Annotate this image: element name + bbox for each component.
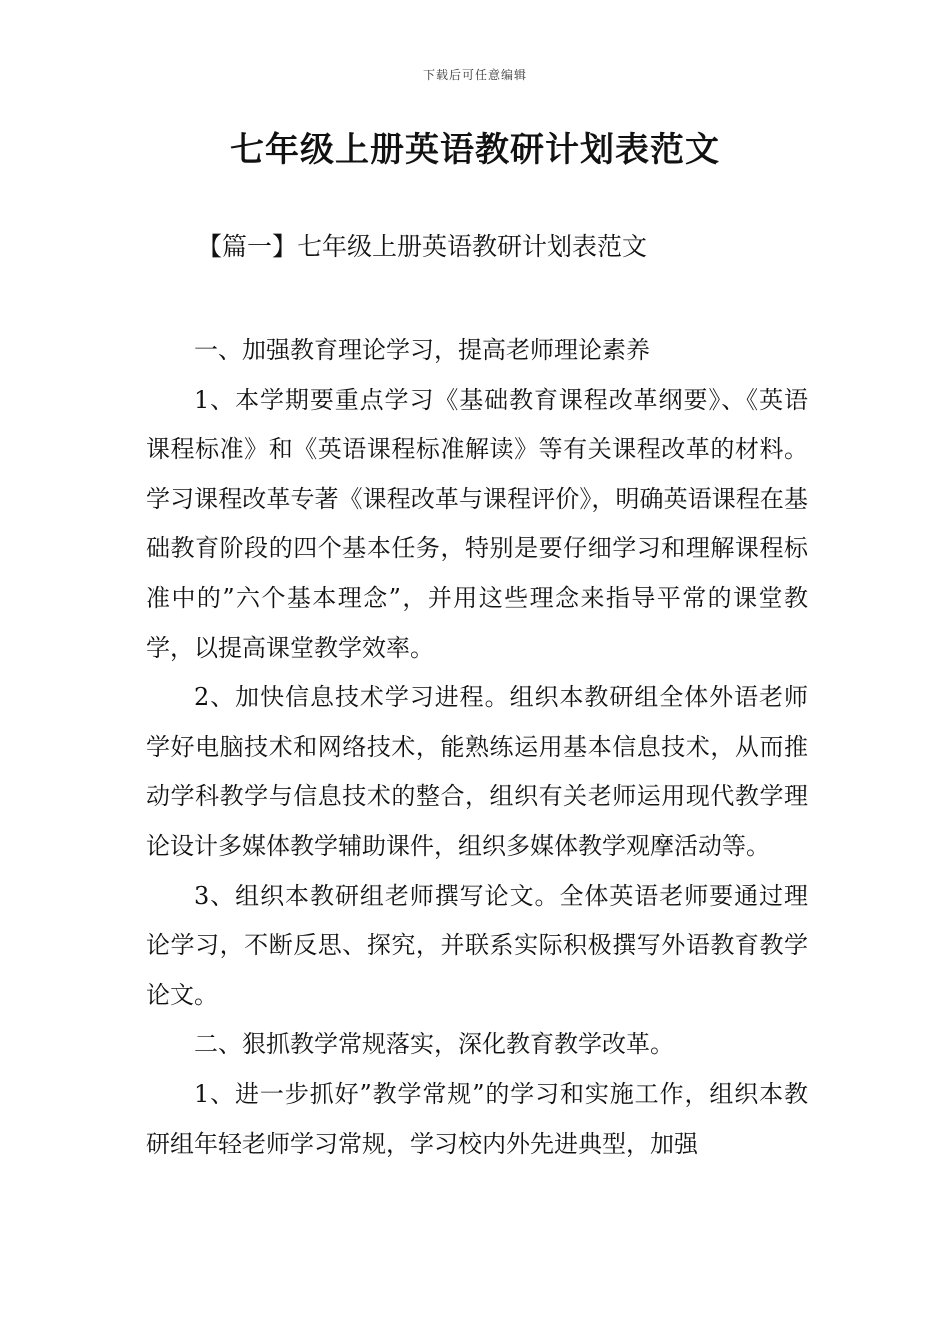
section-heading: 【篇一】七年级上册英语教研计划表范文 [197, 232, 648, 261]
document-body [146, 326, 808, 1169]
paragraph-item-3: 3、组织本教研组老师撰写论文。全体英语老师要通过理论学习，不断反思、探究，并联系实际积极撰写外语教育教学论文。 [146, 881, 808, 1009]
paragraph-item-4: 1、进一步抓好”教学常规”的学习和实施工作，组织本教研组年轻老师学习常规，学习校内外先进典型，加强 [146, 1079, 808, 1158]
paragraph-item-1: 1、本学期要重点学习《基础教育课程改革纲要》、《英语课程标准》和《英语课程标准解读》等有关课程改革的材料。学习课程改革专著《课程改革与课程评价》，明确英语课程在基础教育阶段的四个基本任务，特别是要仔细学习和理解课程标准中的”六个基本理念”，并用这些理念来指导平常的课堂教学，以提高课堂教学效率。 [146, 385, 808, 662]
paragraph-item-2: 2、加快信息技术学习进程。组织本教研组全体外语老师学好电脑技术和网络技术，能熟练运用基本信息技术，从而推动学科教学与信息技术的整合，组织有关老师运用现代教学理论设计多媒体教学辅助课件，组织多媒体教学观摩活动等。 [146, 683, 808, 860]
header-note: 下载后可任意编辑 [422, 68, 527, 82]
paragraph-heading-1: 一、加强教育理论学习，提高老师理论素养 [194, 336, 650, 364]
paragraph-heading-2: 二、狠抓教学常规落实，深化教育教学改革。 [194, 1030, 674, 1059]
document-title: 七年级上册英语教研计划表范文 [230, 130, 720, 170]
